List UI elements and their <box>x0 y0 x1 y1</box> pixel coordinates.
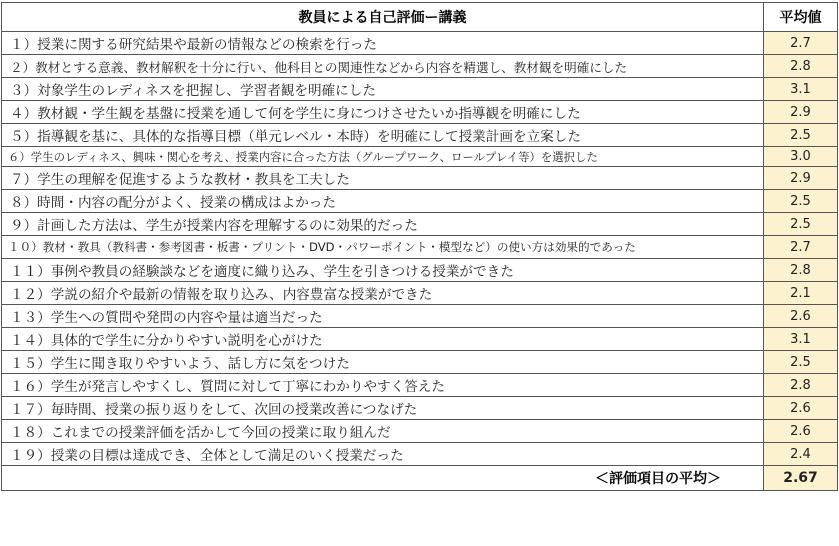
item-label: ４）教材観・学生観を基盤に授業を通して何を学生に身につけさせたいか指導観を明確にした <box>2 101 764 124</box>
average-value: 2.67 <box>764 466 838 491</box>
table-row <box>2 259 838 282</box>
table-row <box>2 147 838 167</box>
table-row <box>2 236 838 259</box>
item-value: 2.6 <box>764 420 838 443</box>
item-label: １５）学生に聞き取りやすいよう、話し方に気をつけた <box>2 351 764 374</box>
item-value: 2.6 <box>764 305 838 328</box>
item-value: 2.7 <box>764 32 838 55</box>
table-row <box>2 190 838 213</box>
item-label: ６）学生のレディネス、興味・関心を考え、授業内容に合った方法（グループワーク、ロールプレイ等）を選択した <box>2 147 764 167</box>
item-column-header: 教員による自己評価ー講義 <box>2 3 764 32</box>
item-label: １４）具体的で学生に分かりやすい説明を心がけた <box>2 328 764 351</box>
item-label: ２）教材とする意義、教材解釈を十分に行い、他科目との関連性などから内容を精選し、教材観を明確にした <box>2 55 764 78</box>
item-value: 2.5 <box>764 213 838 236</box>
table-row <box>2 282 838 305</box>
item-value: 2.5 <box>764 351 838 374</box>
item-label: １１）事例や教員の経験談などを適度に織り込み、学生を引きつける授業ができた <box>2 259 764 282</box>
table-row <box>2 420 838 443</box>
evaluation-table <box>1 2 838 491</box>
item-label: ７）学生の理解を促進するような教材・教具を工夫した <box>2 167 764 190</box>
item-value: 2.8 <box>764 55 838 78</box>
table-row <box>2 55 838 78</box>
item-label: １８）これまでの授業評価を活かして今回の授業に取り組んだ <box>2 420 764 443</box>
table-row <box>2 167 838 190</box>
table-row <box>2 213 838 236</box>
item-label: １９）授業の目標は達成でき、全体として満足のいく授業だった <box>2 443 764 466</box>
average-row <box>2 466 838 491</box>
item-label: １６）学生が発言しやすくし、質問に対して丁寧にわかりやすく答えた <box>2 374 764 397</box>
item-label: １）授業に関する研究結果や最新の情報などの検索を行った <box>2 32 764 55</box>
item-value: 2.5 <box>764 124 838 147</box>
item-value: 2.9 <box>764 167 838 190</box>
item-value: 2.9 <box>764 101 838 124</box>
table-row <box>2 32 838 55</box>
item-value: 3.1 <box>764 78 838 101</box>
table-row <box>2 374 838 397</box>
table-row <box>2 328 838 351</box>
item-value: 2.4 <box>764 443 838 466</box>
item-value: 2.1 <box>764 282 838 305</box>
table-row <box>2 305 838 328</box>
table-row <box>2 124 838 147</box>
item-value: 3.0 <box>764 147 838 167</box>
table-row <box>2 397 838 420</box>
item-value: 2.5 <box>764 190 838 213</box>
item-value: 3.1 <box>764 328 838 351</box>
average-label: ＜評価項目の平均＞ <box>2 466 764 491</box>
item-label: １０）教材・教具（教科書・参考図書・板書・プリント・DVD・パワーポイント・模型など）の使い方は効果的であった <box>2 236 764 259</box>
table-row <box>2 101 838 124</box>
item-value: 2.8 <box>764 259 838 282</box>
value-column-header: 平均値 <box>764 3 838 32</box>
item-value: 2.7 <box>764 236 838 259</box>
item-label: １３）学生への質問や発問の内容や量は適当だった <box>2 305 764 328</box>
header-row <box>2 3 838 32</box>
item-label: ９）計画した方法は、学生が授業内容を理解するのに効果的だった <box>2 213 764 236</box>
table-row <box>2 351 838 374</box>
item-label: ５）指導観を基に、具体的な指導目標（単元レベル・本時）を明確にして授業計画を立案した <box>2 124 764 147</box>
item-label: １７）毎時間、授業の振り返りをして、次回の授業改善につなげた <box>2 397 764 420</box>
item-label: １２）学説の紹介や最新の情報を取り込み、内容豊富な授業ができた <box>2 282 764 305</box>
item-label: ８）時間・内容の配分がよく、授業の構成はよかった <box>2 190 764 213</box>
table-row <box>2 78 838 101</box>
item-value: 2.6 <box>764 397 838 420</box>
item-value: 2.8 <box>764 374 838 397</box>
table-row <box>2 443 838 466</box>
item-label: ３）対象学生のレディネスを把握し、学習者観を明確にした <box>2 78 764 101</box>
